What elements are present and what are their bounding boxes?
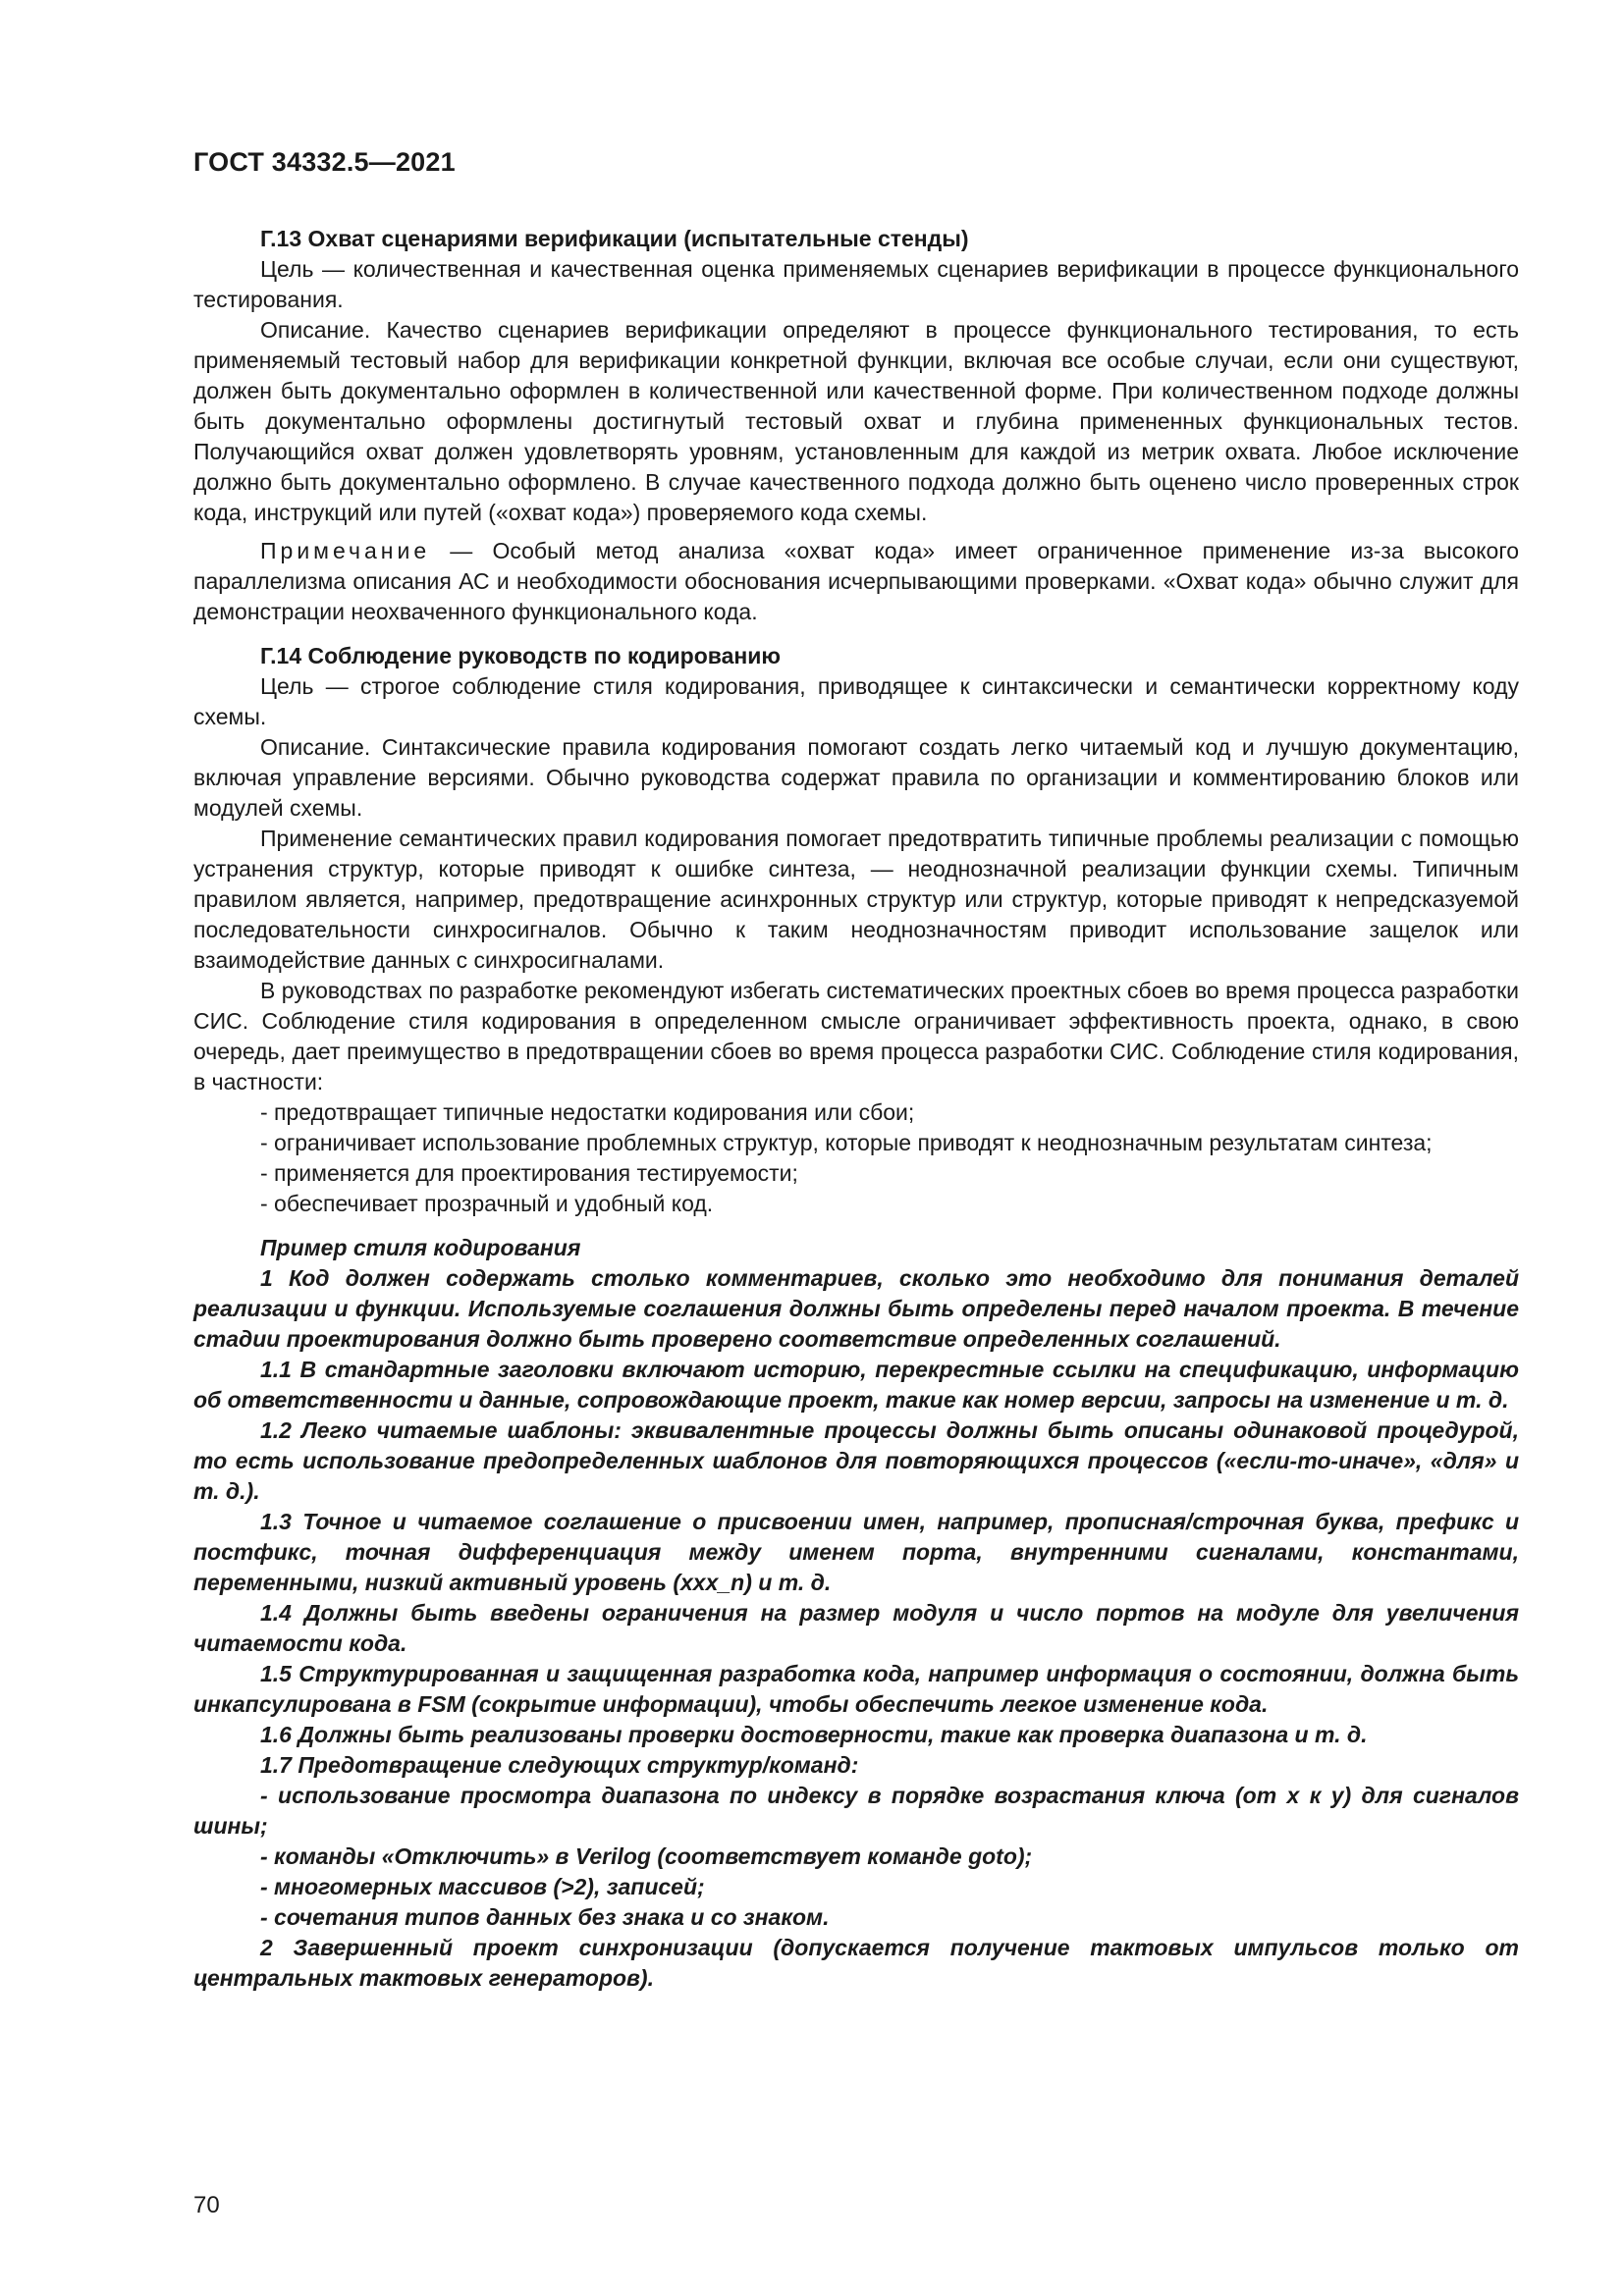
- list-item: - ограничивает использование проблемных структур, которые приводят к неоднозначным результатам синтеза;: [260, 1130, 1433, 1155]
- paragraph: В руководствах по разработке рекомендуют избегать систематических проектных сбоев во время процесса разработки СИС. Соблюдение стиля кодирования в определенном смысле ограничивает эффективность проекта, однако, в свою очередь, дает преимущество в предотвращении сбоев во время процесса разработки СИС. Соблюдение стиля кодирования, в частности:: [193, 978, 1519, 1095]
- example-item: 1.4 Должны быть введены ограничения на размер модуля и число портов на модуле для увеличения читаемости кода.: [193, 1600, 1519, 1656]
- coding-style-example: [193, 1233, 1519, 1994]
- paragraph: Описание. Синтаксические правила кодирования помогают создать легко читаемый код и лучшую документацию, включая управление версиями. Обычно руководства содержат правила по организации и комментированию блоков или модулей схемы.: [193, 734, 1519, 821]
- example-item: 1.7 Предотвращение следующих структур/команд:: [260, 1752, 859, 1778]
- section-title-g14: Г.14 Соблюдение руководств по кодированию: [260, 643, 782, 668]
- paragraph: Цель — количественная и качественная оценка применяемых сценариев верификации в процессе функционального тестирования.: [193, 256, 1519, 312]
- list-item: - применяется для проектирования тестируемости;: [260, 1160, 798, 1186]
- example-item: - использование просмотра диапазона по индексу в порядке возрастания ключа (от x к y) для сигналов шины;: [193, 1783, 1519, 1839]
- example-title: Пример стиля кодирования: [260, 1235, 581, 1260]
- example-item: 1 Код должен содержать столько комментариев, сколько это необходимо для понимания деталей реализации и функции. Используемые соглашения должны быть определены перед началом проекта. В течение стадии проектирования должно быть проверено соответствие определенных соглашений.: [193, 1265, 1519, 1352]
- note-text: — Особый метод анализа «охват кода» имеет ограниченное применение из-за высокого параллелизма описания АС и необходимости обоснования исчерпывающими проверками. «Охват кода» обычно служит для демонстрации неохваченного функционального кода.: [193, 538, 1519, 624]
- example-item: 1.1 В стандартные заголовки включают историю, перекрестные ссылки на спецификацию, информацию об ответственности и данные, сопровождающие проект, такие как номер версии, запросы на изменение и т. д.: [193, 1357, 1519, 1413]
- paragraph: Применение семантических правил кодирования помогает предотвратить типичные проблемы реализации с помощью устранения структур, которые приводят к ошибке синтеза, — неоднозначной реализации функции схемы. Типичным правилом является, например, предотвращение асинхронных структур или структур, которые приводят к непредсказуемой последовательности синхросигналов. Обычно к таким неоднозначностям приводит использование защелок или взаимодействие данных с синхросигналами.: [193, 826, 1519, 973]
- page-number: 70: [193, 2192, 220, 2218]
- page-content: [193, 224, 1519, 1994]
- example-item: 1.3 Точное и читаемое соглашение о присвоении имен, например, прописная/строчная буква, префикс и постфикс, точная дифференциация между именем порта, внутренними сигналами, константами, переменными, низкий активный уровень (xxx_n) и т. д.: [193, 1509, 1519, 1595]
- example-item: 1.6 Должны быть реализованы проверки достоверности, такие как проверка диапазона и т. д.: [260, 1722, 1368, 1747]
- example-item: 1.2 Легко читаемые шаблоны: эквивалентные процессы должны быть описаны одинаковой процедурой, то есть использование предопределенных шаблонов для повторяющихся процессов («если-то-иначе», «для» и т. д.).: [193, 1417, 1519, 1504]
- note-label: Примечание: [260, 538, 431, 563]
- note: [193, 536, 1519, 627]
- standard-header: ГОСТ 34332.5—2021: [193, 147, 456, 177]
- list-item: - предотвращает типичные недостатки кодирования или сбои;: [260, 1099, 915, 1125]
- example-item: - команды «Отключить» в Verilog (соответствует команде goto);: [260, 1843, 1033, 1869]
- example-item: 1.5 Структурированная и защищенная разработка кода, например информация о состоянии, должна быть инкапсулирована в FSM (сокрытие информации), чтобы обеспечить легкое изменение кода.: [193, 1661, 1519, 1717]
- paragraph: Описание. Качество сценариев верификации определяют в процессе функционального тестирования, то есть применяемый тестовый набор для верификации конкретной функции, включая все особые случаи, если они существуют, должен быть документально оформлен в количественной или качественной форме. При количественном подходе должны быть документально оформлены достигнутый тестовый охват и глубина примененных функциональных тестов. Получающийся охват должен удовлетворять уровням, установленным для каждой из метрик охвата. Любое исключение должно быть документально оформлено. В случае качественного подхода должно быть оценено число проверенных строк кода, инструкций или путей («охват кода») проверяемого кода схемы.: [193, 317, 1519, 525]
- list-item: - обеспечивает прозрачный и удобный код.: [260, 1191, 714, 1216]
- example-item: - сочетания типов данных без знака и со знаком.: [260, 1904, 830, 1930]
- example-item: 2 Завершенный проект синхронизации (допускается получение тактовых импульсов только от центральных тактовых генераторов).: [193, 1935, 1519, 1991]
- paragraph: Цель — строгое соблюдение стиля кодирования, приводящее к синтаксически и семантически корректному коду схемы.: [193, 673, 1519, 729]
- example-item: - многомерных массивов (>2), записей;: [260, 1874, 705, 1899]
- section-title-g13: Г.13 Охват сценариями верификации (испытательные стенды): [260, 226, 969, 251]
